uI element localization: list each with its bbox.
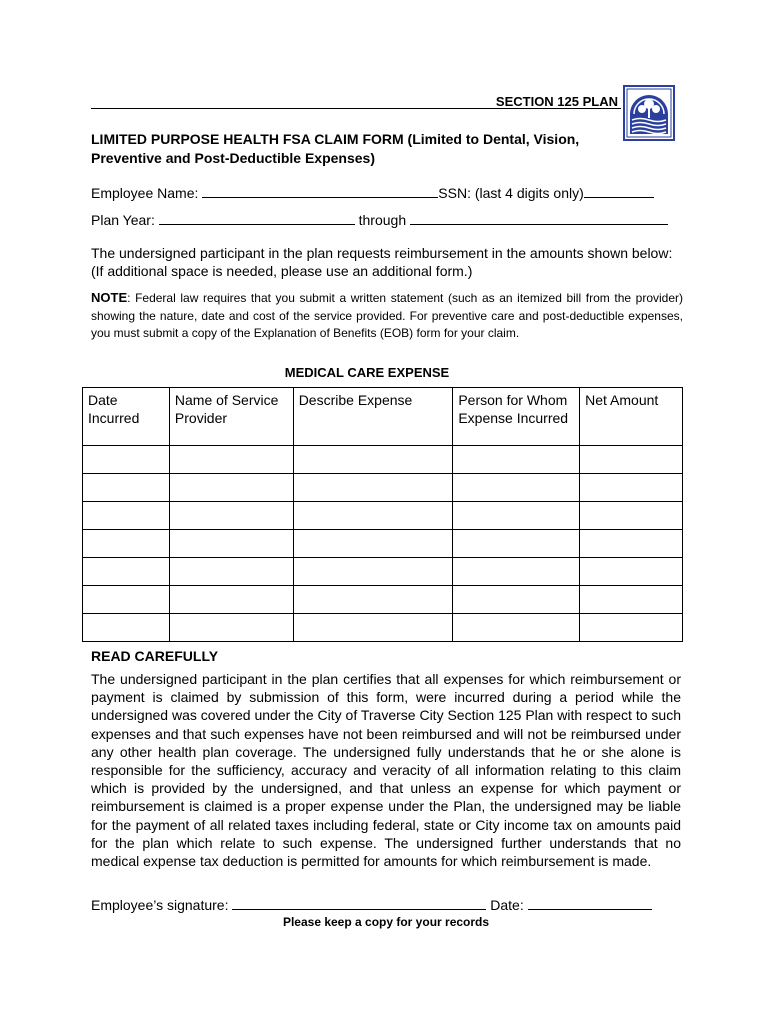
table-cell[interactable] xyxy=(580,614,683,642)
table-row xyxy=(83,502,683,530)
form-title: LIMITED PURPOSE HEALTH FSA CLAIM FORM (Limited to Dental, Vision, Preventive and Post-Deductible Expenses) xyxy=(91,131,580,166)
col-date-incurred: Date Incurred xyxy=(83,388,170,446)
section-title: SECTION 125 PLAN xyxy=(495,94,618,109)
table-cell[interactable] xyxy=(83,474,170,502)
plan-year-label: Plan Year: xyxy=(91,212,155,228)
table-cell[interactable] xyxy=(83,502,170,530)
signature-label: Employee’s signature: xyxy=(91,897,229,913)
col-describe-expense: Describe Expense xyxy=(293,388,453,446)
footer-note: Please keep a copy for your records xyxy=(282,915,490,929)
table-title: MEDICAL CARE EXPENSE xyxy=(284,365,450,380)
table-cell[interactable] xyxy=(169,586,293,614)
table-cell[interactable] xyxy=(293,614,453,642)
table-cell[interactable] xyxy=(453,586,580,614)
table-row xyxy=(83,586,683,614)
employee-info-row xyxy=(91,183,654,201)
table-cell[interactable] xyxy=(169,474,293,502)
table-cell[interactable] xyxy=(83,586,170,614)
table-cell[interactable] xyxy=(169,446,293,474)
ssn-label: SSN: (last 4 digits only) xyxy=(438,185,584,201)
note-text: : Federal law requires that you submit a written statement (such as an itemized bill from the provider) showing the nature, date and cost of the service provided. For preventive care and post-deductible expenses, you must submit a copy of the Explanation of Benefits (EOB) form for your claim. xyxy=(91,291,683,340)
table-cell[interactable] xyxy=(580,446,683,474)
plan-year-start-field[interactable] xyxy=(159,210,355,225)
table-cell[interactable] xyxy=(580,558,683,586)
table-row xyxy=(83,558,683,586)
table-cell[interactable] xyxy=(453,502,580,530)
table-cell[interactable] xyxy=(83,614,170,642)
date-field[interactable] xyxy=(528,895,652,910)
table-row xyxy=(83,446,683,474)
table-cell[interactable] xyxy=(293,530,453,558)
table-cell[interactable] xyxy=(580,586,683,614)
table-cell[interactable] xyxy=(293,502,453,530)
table-cell[interactable] xyxy=(580,530,683,558)
table-cell[interactable] xyxy=(580,502,683,530)
table-row xyxy=(83,530,683,558)
table-cell[interactable] xyxy=(453,614,580,642)
plan-year-end-field[interactable] xyxy=(410,210,668,225)
col-person: Person for Whom Expense Incurred xyxy=(453,388,580,446)
expense-table xyxy=(82,387,683,642)
signature-row xyxy=(91,895,652,913)
table-header-row xyxy=(83,388,683,446)
table-cell[interactable] xyxy=(169,502,293,530)
table-cell[interactable] xyxy=(169,530,293,558)
intro-paragraph: The undersigned participant in the plan requests reimbursement in the amounts shown below: (If additional space is needed, please use an additional form.) xyxy=(91,245,673,279)
table-cell[interactable] xyxy=(83,446,170,474)
table-cell[interactable] xyxy=(453,474,580,502)
table-cell[interactable] xyxy=(169,614,293,642)
employee-name-field[interactable] xyxy=(202,183,438,198)
table-cell[interactable] xyxy=(453,446,580,474)
note-paragraph xyxy=(91,289,683,343)
table-row xyxy=(83,614,683,642)
table-cell[interactable] xyxy=(453,558,580,586)
through-label: through xyxy=(358,212,407,228)
employee-name-label: Employee Name: xyxy=(91,185,199,201)
signature-field[interactable] xyxy=(232,895,486,910)
table-cell[interactable] xyxy=(293,474,453,502)
table-cell[interactable] xyxy=(293,558,453,586)
ssn-field[interactable] xyxy=(584,183,654,198)
table-cell[interactable] xyxy=(169,558,293,586)
col-net-amount: Net Amount xyxy=(580,388,683,446)
table-cell[interactable] xyxy=(453,530,580,558)
certification-paragraph: The undersigned participant in the plan certifies that all expenses for which reimbursement or payment is claimed by submission of this form, were incurred during a period while the undersigned was covered under the City of Traverse City Section 125 Plan with respect to such expenses and that such expenses have not been reimbursed and will not be reimbursed under any other health plan coverage. The undersigned fully understands that he or she alone is responsible for the sufficiency, accuracy and veracity of all information relating to this claim which is provided by the undersigned, and that unless an expense for which payment or reimbursement is claimed is a proper expense under the Plan, the undersigned may be liable for the payment of all related taxes including federal, state or City income tax on amounts paid for the plan which relate to such expense. The undersigned further understands that no medical expense tax deduction is permitted for amounts for which reimbursement is made. xyxy=(91,671,681,870)
table-cell[interactable] xyxy=(580,474,683,502)
table-cell[interactable] xyxy=(293,446,453,474)
note-label: NOTE xyxy=(91,290,128,305)
date-label: Date: xyxy=(490,897,524,913)
plan-year-row xyxy=(91,210,668,228)
read-carefully-heading: READ CAREFULLY xyxy=(91,648,219,664)
table-row xyxy=(83,474,683,502)
col-service-provider: Name of Service Provider xyxy=(169,388,293,446)
table-cell[interactable] xyxy=(293,586,453,614)
table-cell[interactable] xyxy=(83,558,170,586)
table-cell[interactable] xyxy=(83,530,170,558)
